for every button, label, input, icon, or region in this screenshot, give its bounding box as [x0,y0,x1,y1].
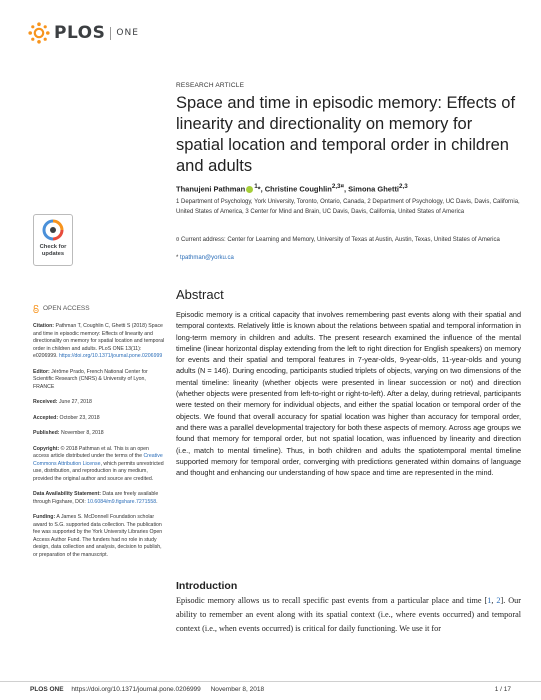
logo-one-text: ONE [116,28,139,38]
copyright-block [33,446,165,484]
copyright-label: Copyright: [33,445,60,452]
badge-line-2: updates [41,250,65,257]
current-address: ¤ Current address: Center for Learning and Memory, University of Texas at Austin, Austin, Texas, United States of America [176,237,500,243]
plos-one-logo[interactable] [28,22,139,44]
introduction-text [176,594,521,636]
citation-label: Citation: [33,323,55,329]
accepted-block [33,415,165,423]
check-for-updates-badge[interactable] [33,214,73,266]
copyright-text-1: © 2018 Pathman et al. This is an open access article distributed under the terms of the [33,445,149,459]
footer-journal: PLOS ONE [30,686,64,693]
editor-block [33,369,165,392]
editor-text: Jérôme Prado, French National Center for Scientific Research (CNRS) & University of Lyon, FRANCE [33,368,148,390]
funding-text: A James S. McDonnell Foundation scholar award to S.G. supported data collection. The publication fee was supported by the York University Libraries Open Access Author Fund. The funders had no role in study design, data collection and analysis, decision to publish, or preparation of the manuscript. [33,514,163,558]
page-number: 1 / 17 [494,686,511,693]
received-date: June 27, 2018 [57,399,92,405]
author-3[interactable]: , Simona Ghetti [344,184,400,194]
published-label: Published: [33,430,60,436]
figshare-doi-link[interactable]: 10.6084/m9.figshare.7271558 [87,498,157,505]
open-lock-icon [33,305,39,313]
author-3-affil: 2,3 [399,183,408,190]
logo-plos-text: PLOS [54,23,106,43]
data-availability-end: . [156,498,158,505]
orcid-icon[interactable] [246,186,253,193]
data-availability-text: Data are freely available through Figshare, DOI: [33,491,159,505]
logo-divider [110,27,111,40]
author-1-affil: 1 [254,183,258,190]
intro-part-3: ]. Our ability to remember an event along with its spatial context (i.e., where events occurred) and temporal context (i.e., when events occurred) is critical for daily functioning. We use it for [176,596,521,633]
footer-date: November 8, 2018 [210,686,265,693]
corresponding-mark: * [257,184,261,194]
intro-part-1: Episodic memory allows us to recall specific past events from a particular place and time [ [176,596,488,605]
email-prefix: * [176,255,181,261]
received-label: Received: [33,399,58,405]
citation-text: Pathman T, Coughlin C, Ghetti S (2018) Space and time in episodic memory: Effects of linearity and directionality on memory for spatial location and temporal order in children and adults. PLoS ONE 13(11): e0206999. [33,323,165,359]
accepted-date: October 23, 2018 [58,414,100,421]
author-2-affil: 2,3¤ [331,183,345,190]
email-link[interactable]: tpathman@yorku.ca [180,255,234,261]
author-2[interactable]: , Christine Coughlin [260,184,332,194]
footer-divider [0,681,541,682]
article-sidebar [33,305,165,567]
citation-doi-link[interactable]: https://doi.org/10.1371/journal.pone.0206999 [58,353,163,359]
published-block [33,430,165,438]
copyright-text-2: , which permits unrestricted use, distribution, and reproduction in any medium, provided the original author and source are credited. [33,460,164,482]
abstract-heading: Abstract [176,287,224,302]
check-for-updates-icon [42,219,64,241]
data-availability-block [33,491,165,506]
data-availability-label: Data Availability Statement: [33,491,101,497]
footer-doi[interactable]: https://doi.org/10.1371/journal.pone.0206999 [71,686,201,693]
funding-block [33,514,165,559]
affiliations: 1 Department of Psychology, York University, Toronto, Ontario, Canada, 2 Department of Psychology, UC Davis, Davis, California, United States of America, 3 Center for Mind and Brain, UC Davis, Davis, California, United States of America [176,199,520,215]
page-footer [30,686,511,693]
open-access-text: OPEN ACCESS [43,305,90,313]
abstract-text: Episodic memory is a critical capacity that involves remembering past events along with their spatial and temporal contexts. Relatively little is known about the relations between spatial and temporal information in long-term memory in children and adults. The present research examined the influence of the mental timeline (linear horizontal display extending from the left to right direction for English speakers) on memory for events and their spatial and temporal features in 7-year-olds, 9-year-olds, 11-year-olds and young adults (N = 146). During encoding, participants studied triplets of objects, varying on two dimensions of the mental timeline: linearity (whether objects were presented in linear succession or not) and direction (whether objects were presented from left-to-right or right-to-left). After a delay, during retrieval, participants were tested on their memory for individual objects, and either the spatial location or temporal order of the objects. We found that overall accuracy for spatial location was higher than accuracy for temporal order, and there was a parallel developmental trajectory for both these aspects of memory. Across age groups we found that memory for temporal order, but not spatial location, was influenced by linearity and direction (i.e., match to mental timeline). Thus, in both children and adults the spatiotemporal mental timeline supported memory for temporal order, converging with predictions generated within domains of language and thought and enhancing our understanding of how space and time are represented in the mind. [176,310,521,478]
received-block [33,399,165,407]
reference-link-1[interactable]: 1 [487,596,492,605]
license-link[interactable]: Creative Commons Attribution License [33,453,163,467]
reference-link-2[interactable]: 2 [496,596,501,605]
published-date: November 8, 2018 [59,430,104,436]
plos-sun-icon [28,22,50,44]
corresponding-email [176,255,234,261]
accepted-label: Accepted: [33,414,59,421]
citation-block [33,323,165,361]
article-type: RESEARCH ARTICLE [176,82,245,89]
funding-label: Funding: [33,514,56,520]
author-1[interactable]: Thanujeni Pathman [176,184,246,194]
editor-label: Editor: [33,368,50,375]
badge-line-1: Check for [39,244,67,250]
introduction-heading: Introduction [176,580,238,592]
open-access-label [33,305,165,313]
intro-part-2: , [491,596,497,605]
author-list [176,183,408,194]
article-title: Space and time in episodic memory: Effects of linearity and directionality on memory for spatial location and temporal order in children and adults [176,94,516,175]
